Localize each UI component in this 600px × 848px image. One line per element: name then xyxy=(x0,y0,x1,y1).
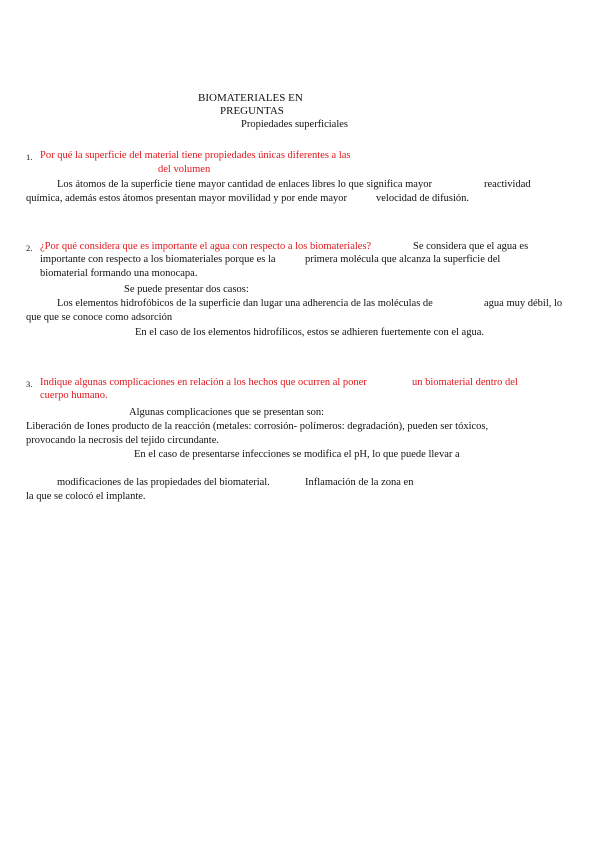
q2-question: ¿Por qué considera que es importante el agua con respecto a los biomateriales? xyxy=(40,241,372,252)
q2-number: 2. xyxy=(26,243,33,253)
q2-answer-line-2b: primera molécula que alcanza la superficie del xyxy=(305,254,501,265)
q2-case-1b: agua muy débil, lo xyxy=(484,298,563,309)
q2-cases-intro: Se puede presentar dos casos: xyxy=(124,284,249,295)
q2-case-2: En el caso de los elementos hidrofílicos, estos se adhieren fuertemente con el agua. xyxy=(135,327,485,338)
q1-number: 1. xyxy=(26,152,33,162)
q3-item-2-line-2: modificaciones de las propiedades del biomaterial. xyxy=(57,477,270,488)
q2-case-1c: que que se conoce como adsorción xyxy=(26,312,173,323)
q3-question-line-1a: Indique algunas complicaciones en relación a los hechos que ocurren al poner xyxy=(40,377,367,388)
q2-answer-line-2a: importante con respecto a los biomateriales porque es la xyxy=(40,254,276,265)
q1-question-line-2: del volumen xyxy=(158,164,211,175)
q3-intro: Algunas complicaciones que se presentan son: xyxy=(129,407,325,418)
q1-answer-line-1a: Los átomos de la superficie tiene mayor cantidad de enlaces libres lo que significa mayor xyxy=(57,179,432,190)
title-line-2: PREGUNTAS xyxy=(220,105,284,117)
subtitle: Propiedades superficiales xyxy=(241,119,349,130)
q1-question-line-1: Por qué la superficie del material tiene propiedades únicas diferentes a las xyxy=(40,150,351,161)
q1-answer-line-1b: reactividad xyxy=(484,179,531,190)
title-line-1: BIOMATERIALES EN xyxy=(198,92,303,104)
q3-question-line-2: cuerpo humano. xyxy=(40,390,108,401)
q3-item-3-line-1: Inflamación de la zona en xyxy=(305,477,414,488)
q3-item-1-line-2: provocando la necrosis del tejido circundante. xyxy=(26,435,220,446)
q1-answer-line-2b: velocidad de difusión. xyxy=(376,193,470,204)
q1-answer-line-2a: química, además estos átomos presentan mayor movilidad y por ende mayor xyxy=(26,193,348,204)
q2-answer-line-1: Se considera que el agua es xyxy=(413,241,529,252)
q3-question-line-1b: un biomaterial dentro del xyxy=(412,377,518,388)
q3-item-3-line-2: la que se colocó el implante. xyxy=(26,491,146,502)
q3-number: 3. xyxy=(26,379,33,389)
q3-item-1-line-1: Liberación de Iones producto de la reacción (metales: corrosión- polímeros: degradación), pueden ser tóxicos, xyxy=(26,421,489,432)
q2-answer-line-3: biomaterial formando una monocapa. xyxy=(40,268,198,279)
q3-item-2-line-1: En el caso de presentarse infecciones se modifica el pH, lo que puede llevar a xyxy=(134,449,460,460)
q2-case-1a: Los elementos hidrofóbicos de la superficie dan lugar una adherencia de las moléculas de xyxy=(57,298,433,309)
